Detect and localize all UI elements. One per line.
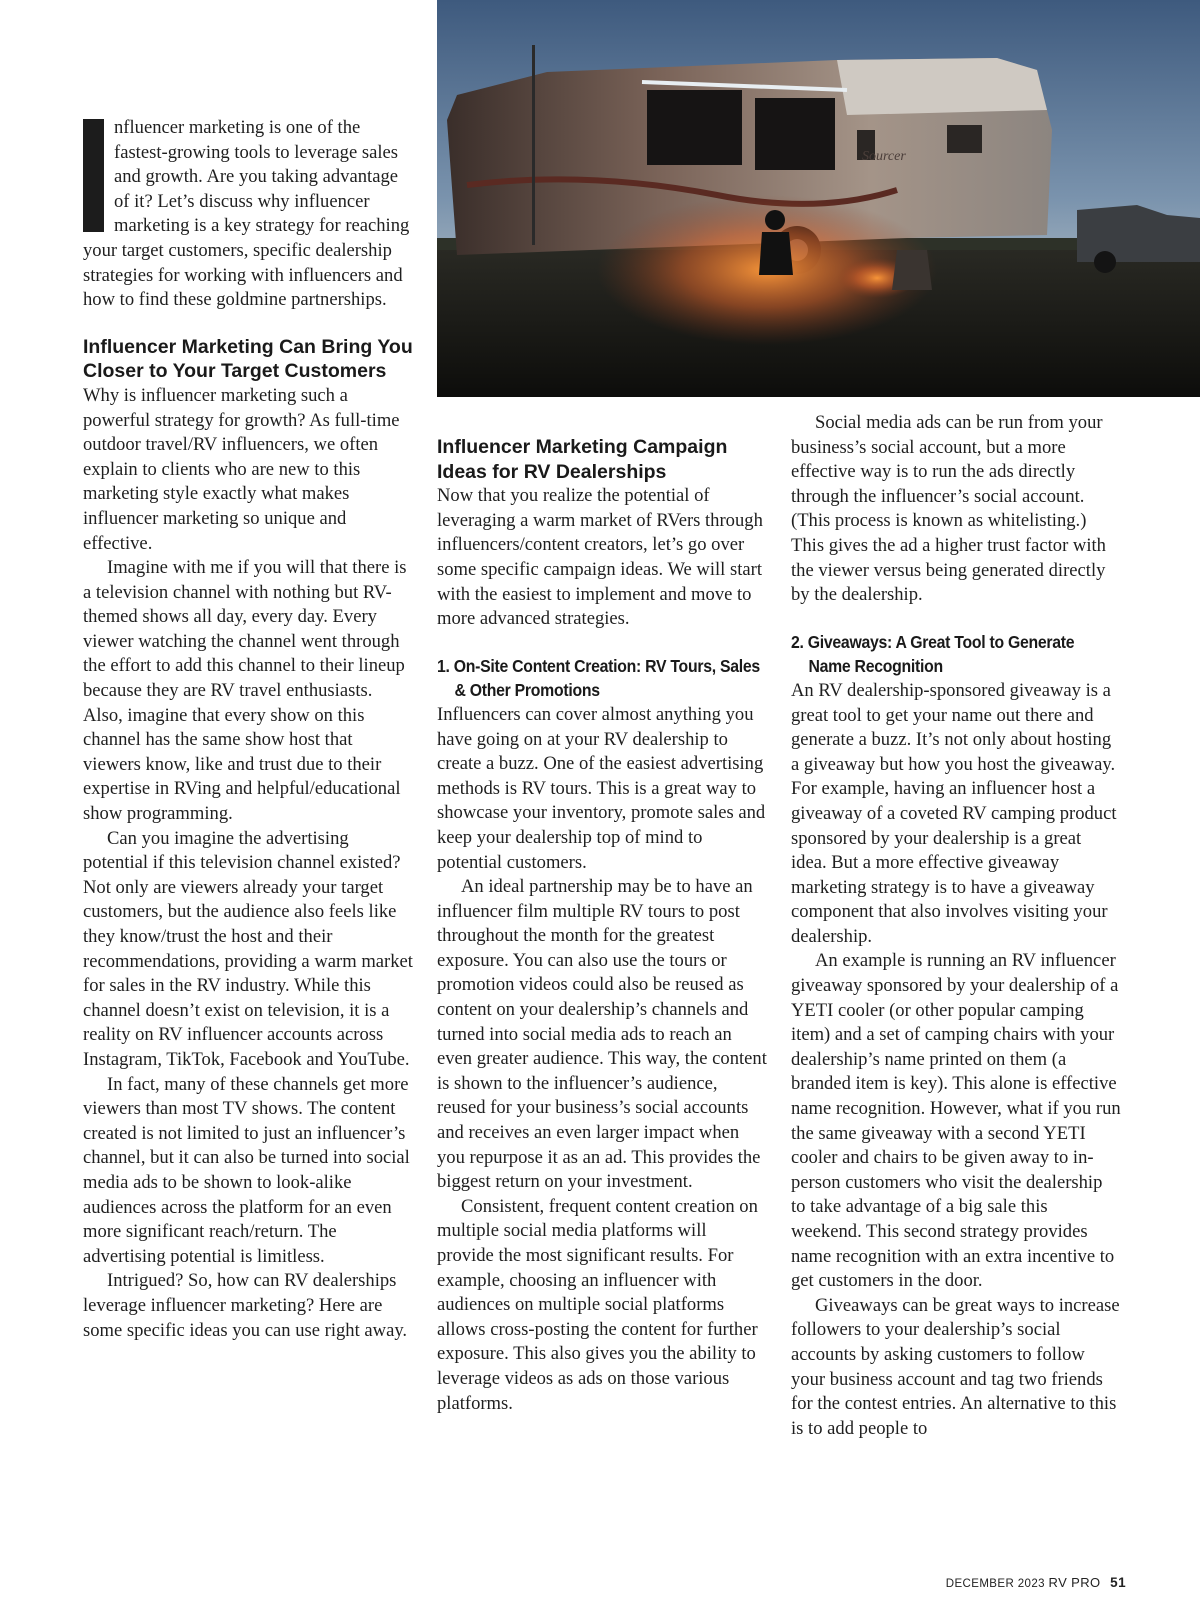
column-2 [437,435,767,1416]
col3-paragraph-2: An RV dealership-sponsored giveaway is a great tool to get your name out there and generate a buzz. It’s not only about hosting a giveaway but how you host the giveaway. For example, having an influencer host a giveaway of a coveted RV camping product sponsored by your dealership is a great idea. But a more effective giveaway marketing strategy is to have a giveaway component that also involves visiting your dealership. [791,679,1117,947]
rv-brand-text: Sourcer [862,149,906,164]
col1-paragraph-3: Can you imagine the advertising potential if this television channel existed? Not only are viewers already your target customers, but the audience also feels like they know/trust the host and their recommendations, providing a warm market for sales in the RV industry. While this channel doesn’t exist on television, it is a reality on RV influencer accounts across Instagram, TikTok, Facebook and YouTube. [83,827,413,1070]
subheading-giveaways [791,630,1119,679]
rv-campsite-photo [437,0,1200,397]
col2-paragraph-3: An ideal partnership may be to have an influencer film multiple RV tours to post throughout the month for the greatest exposure. You can also use the tours or promotion videos could also be reused as content on your dealership’s channels and turned into social media ads to reach an even greater audience. This way, the content is shown to the influencer’s audience, reused for your business’s social accounts and receives an even larger impact when you repurpose it as an ad. This provides the biggest return on your investment. [437,876,767,1193]
footer-magazine: RV PRO [1048,1575,1101,1590]
subheading-on-site-content [437,654,765,703]
col3-paragraph-1: Social media ads can be run from your business’s social account, but a more effective way is to run the ads directly through the influencer’s social account. (This process is known as whitelisting.) This gives the ad a higher trust factor with the viewer versus being generated directly by the dealership. [791,412,1106,606]
col1-paragraph-4: In fact, many of these channels get more viewers than most TV shows. The content created is not limited to just an influencer’s channel, but it can also be turned into social media ads to be shown to look-alike audiences across the platform for an even more significant reach/return. The advertising potential is limitless. [83,1073,410,1267]
col2-paragraph-1: Now that you realize the potential of leveraging a warm market of RVers through influencers/content creators, let’s go over some specific campaign ideas. We will start with the easiest to implement and move to more advanced strategies. [437,485,763,630]
heading-target-customers: Influencer Marketing Can Bring You Closer to Your Target Customers [83,335,413,383]
intro-paragraph: nfluencer marketing is one of the fastest-growing tools to leverage sales and growth. Are you taking advantage of it? Let’s discuss why influencer marketing is a key strategy for reaching your target customers, specific dealership strategies for working with influencers and how to find these goldmine partnerships. [83,117,410,311]
subheading-2-line-2: Name Recognition [808,656,943,677]
subheading-1-line-1: 1. On-Site Content Creation: RV Tours, Sales [437,655,760,676]
drop-cap-i [83,119,104,232]
page-footer [946,1575,1126,1590]
intro-paragraph-wrap [83,116,413,313]
page-number: 51 [1110,1575,1126,1590]
column-3 [791,411,1121,1441]
subheading-1-line-2: & Other Promotions [454,680,600,701]
col1-paragraph-5: Intrigued? So, how can RV dealerships leverage influencer marketing? Here are some specific ideas you can use right away. [83,1270,408,1341]
col2-paragraph-4: Consistent, frequent content creation on multiple social media platforms will provide the most significant results. For example, choosing an influencer with audiences on multiple social platforms allows cross-posting the content for further exposure. This also gives you the ability to leverage videos as ads on those various platforms. [437,1195,758,1414]
col3-paragraph-4: Giveaways can be great ways to increase followers to your dealership’s social accounts by asking customers to follow your business account and tag two friends for the contest entries. An alternative to this is to add people to [791,1294,1120,1439]
col2-paragraph-2: Influencers can cover almost anything you have going on at your RV dealership to create a buzz. One of the easiest advertising methods is RV tours. This is a great way to showcase your inventory, promote sales and keep your dealership top of mind to potential customers. [437,703,766,873]
column-1 [83,116,413,1343]
col1-paragraph-1: Why is influencer marketing such a powerful strategy for growth? As full-time outdoor travel/RV influencers, we often explain to clients who are new to this marketing style exactly what makes influencer marketing so unique and effective. [83,384,400,554]
col1-paragraph-2: Imagine with me if you will that there is a television channel with nothing but RV-themed shows all day, every day. Every viewer watching the channel went through the effort to add this channel to their lineup because they are RV travel enthusiasts. Also, imagine that every show on this channel has the same show host that viewers know, like and trust due to their expertise in RVing and helpful/educational show programming. [83,557,407,825]
subheading-2-line-1: 2. Giveaways: A Great Tool to Generate [791,631,1075,652]
col3-paragraph-3: An example is running an RV influencer giveaway sponsored by your dealership of a YETI cooler (or other popular camping item) and a set of camping chairs with your dealership’s name printed on them (a branded item is key). This alone is effective name recognition. However, what if you run the same giveaway with a second YETI cooler and chairs to be given away to in-person customers who visit the dealership to take advantage of a big sale this weekend. This second strategy provides name recognition with an extra incentive to get customers in the door. [791,950,1121,1292]
footer-issue: DECEMBER 2023 [945,1578,1045,1590]
heading-campaign-ideas: Influencer Marketing Campaign Ideas for RV Dealerships [437,436,728,483]
